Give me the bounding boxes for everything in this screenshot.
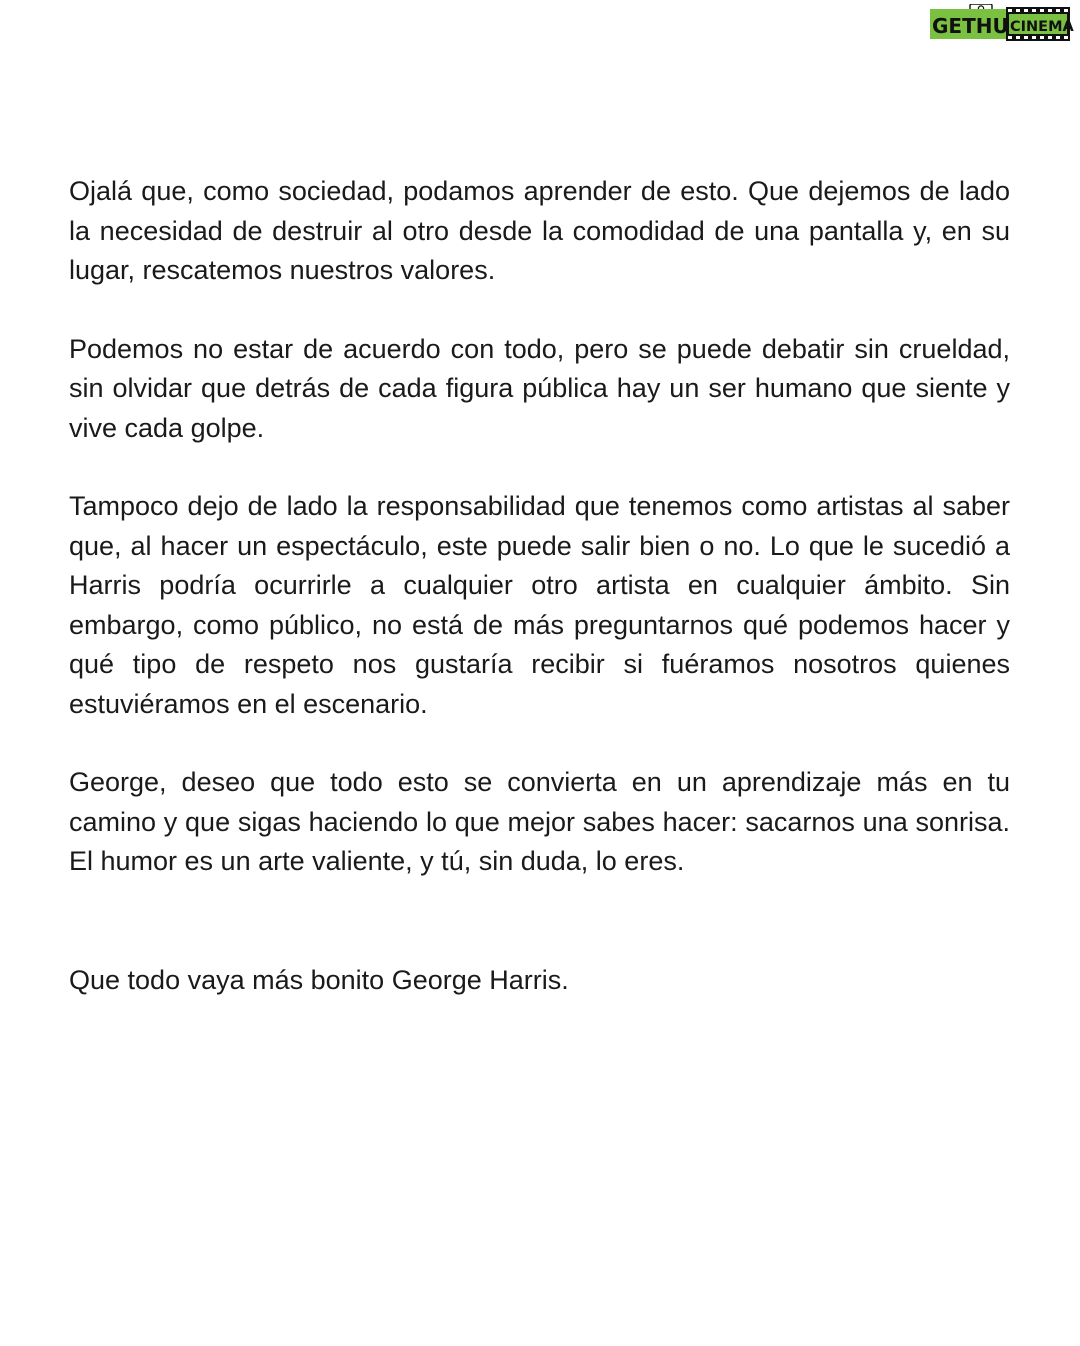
paragraph-3: Tampoco dejo de lado la responsabilidad que tenemos como artistas al saber que, al hacer un espectáculo, este puede salir bien o no. Lo que le sucedió a Harris podría ocurrirle a cualquier otro artista en cualquier ámbito. Sin embargo, como público, no está de más preguntarnos qué podemos hacer y qué tipo de respeto nos gustaría recibir si fuéramos nosotros quienes estuviéramos en el escenario. [69,491,1010,719]
logo-text-left: GETHU [932,14,1009,38]
closing-line: Que todo vaya más bonito George Harris. [69,964,569,995]
gethucinema-logo-graphic [916,4,1076,44]
paragraph-1: Ojalá que, como sociedad, podamos aprender de esto. Que dejemos de lado la necesidad de destruir al otro desde la comodidad de una pantalla y, en su lugar, rescatemos nuestros valores. [69,176,1010,285]
paragraph-2: Podemos no estar de acuerdo con todo, pero se puede debatir sin crueldad, sin olvidar que detrás de cada figura pública hay un ser humano que siente y vive cada golpe. [69,333,1010,443]
logo-text-right: CINEMA [1010,19,1074,35]
document-body [69,172,1010,1000]
gethucinema-logo [916,4,1076,44]
paragraph-4: George, deseo que todo esto se convierta en un aprendizaje más en tu camino y que sigas haciendo lo que mejor sabes hacer: sacarnos una sonrisa. El humor es un arte valiente, y tú, sin duda, lo eres. [69,767,1010,876]
